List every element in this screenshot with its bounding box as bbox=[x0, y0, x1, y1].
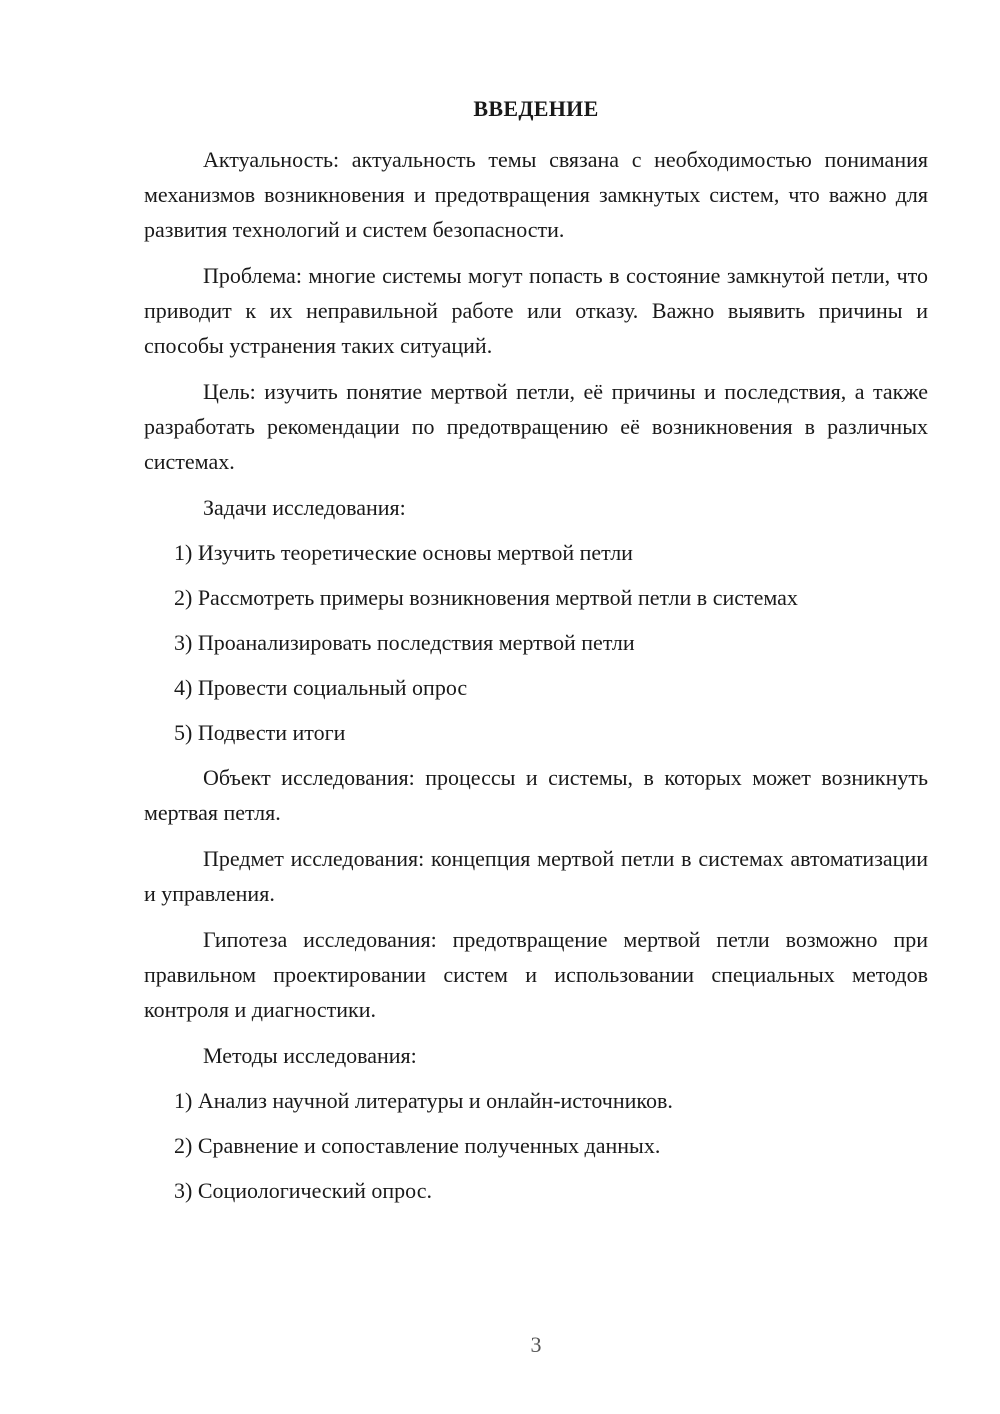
document-body bbox=[144, 142, 928, 1218]
object-paragraph: Объект исследования: процессы и системы, в которых может возникнуть мертвая петля. bbox=[144, 765, 928, 825]
task-item: 3) Проанализировать последствия мертвой петли bbox=[174, 630, 635, 655]
task-item: 5) Подвести итоги bbox=[174, 720, 346, 745]
tasks-list bbox=[144, 535, 928, 750]
page-number: 3 bbox=[530, 1332, 542, 1357]
tasks-heading: Задачи исследования: bbox=[203, 495, 406, 520]
task-item: 2) Рассмотреть примеры возникновения мертвой петли в системах bbox=[174, 585, 798, 610]
page-title: ВВЕДЕНИЕ bbox=[473, 96, 599, 121]
method-item: 1) Анализ научной литературы и онлайн-источников. bbox=[174, 1088, 673, 1113]
task-item: 4) Провести социальный опрос bbox=[174, 675, 468, 700]
methods-heading: Методы исследования: bbox=[203, 1043, 417, 1068]
problem-paragraph: Проблема: многие системы могут попасть в состояние замкнутой петли, что приводит к их неправильной работе или отказу. Важно выявить причины и способы устранения таких ситуаций. bbox=[144, 263, 928, 358]
task-item: 1) Изучить теоретические основы мертвой петли bbox=[174, 540, 633, 565]
relevance-paragraph: Актуальность: актуальность темы связана с необходимостью понимания механизмов возникновения и предотвращения замкнутых систем, что важно для развития технологий и систем безопасности. bbox=[144, 147, 928, 242]
goal-paragraph: Цель: изучить понятие мертвой петли, её причины и последствия, а также разработать рекомендации по предотвращению её возникновения в различных системах. bbox=[144, 379, 928, 474]
methods-list bbox=[144, 1083, 928, 1208]
hypothesis-paragraph: Гипотеза исследования: предотвращение мертвой петли возможно при правильном проектировании систем и использовании специальных методов контроля и диагностики. bbox=[144, 927, 928, 1022]
method-item: 2) Сравнение и сопоставление полученных данных. bbox=[174, 1133, 661, 1158]
method-item: 3) Социологический опрос. bbox=[174, 1178, 432, 1203]
subject-paragraph: Предмет исследования: концепция мертвой петли в системах автоматизации и управления. bbox=[144, 846, 928, 906]
